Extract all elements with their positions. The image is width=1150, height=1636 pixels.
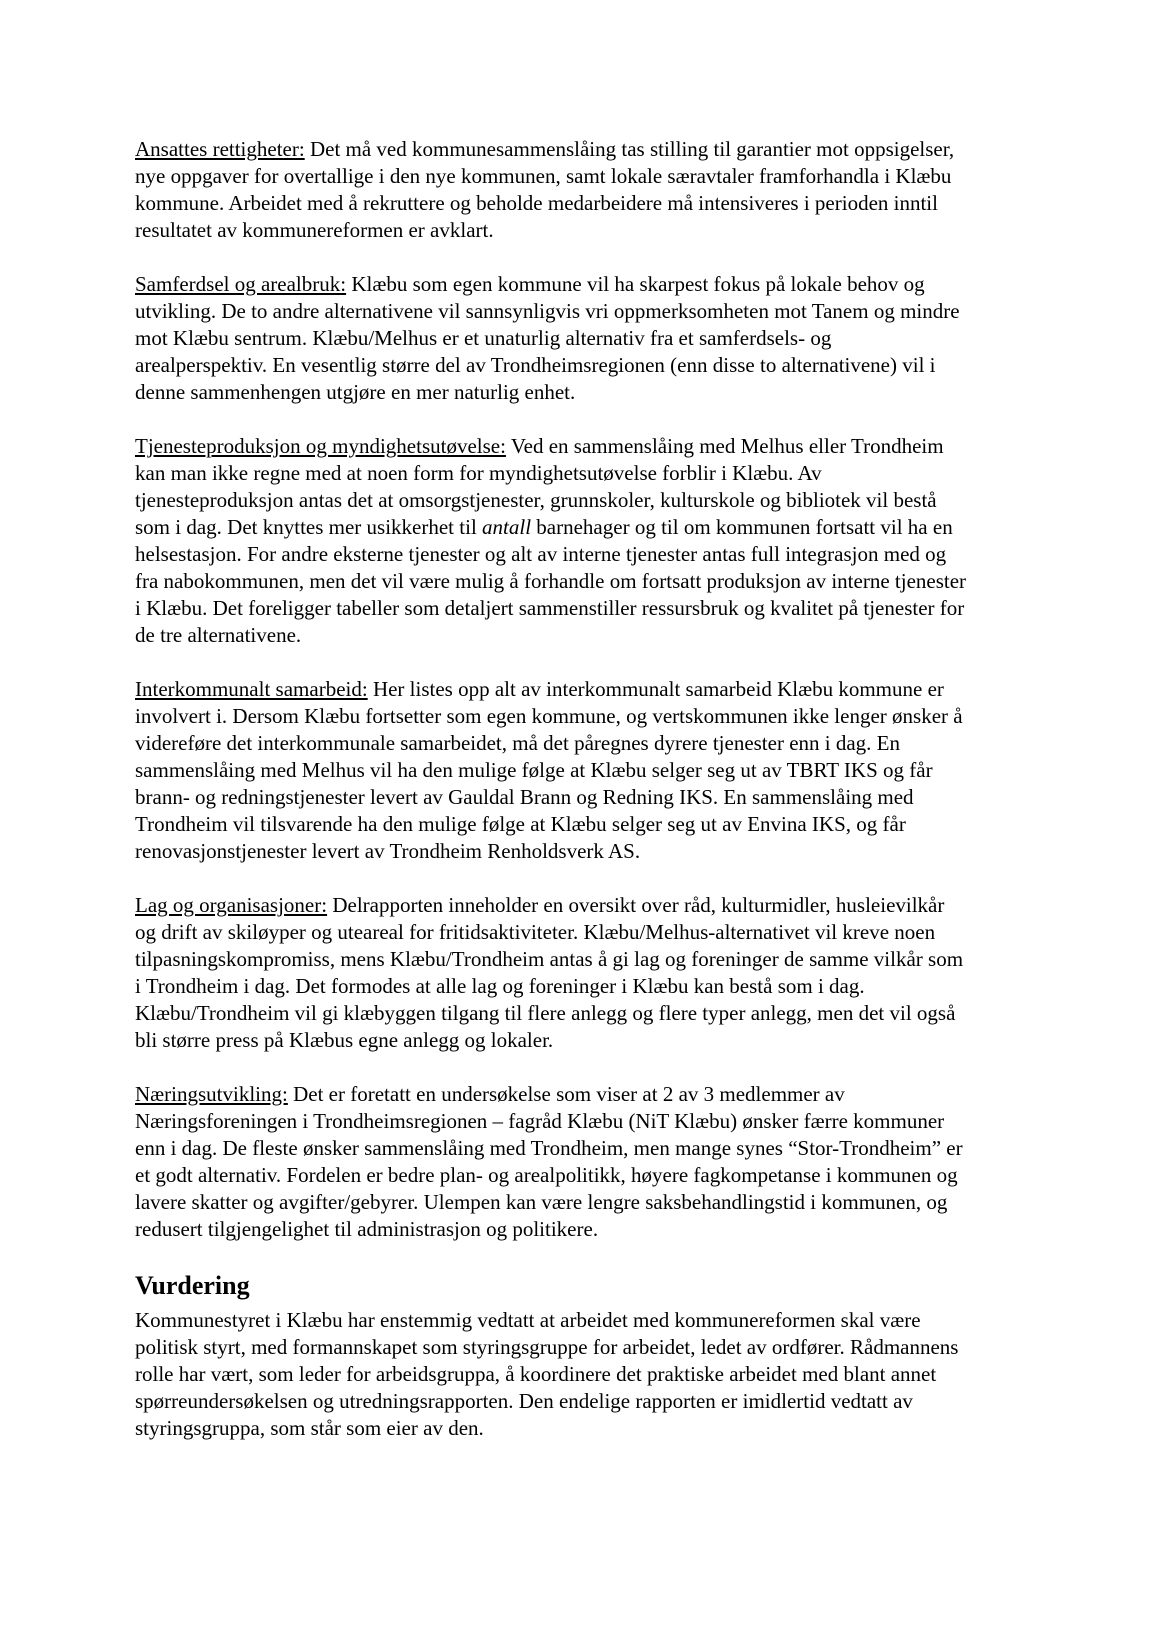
section-body-samferdsel-arealbruk: Klæbu som egen kommune vil ha skarpest fokus på lokale behov og utvikling. De to andre alternativene vil sannsynligvis vri oppmerksomheten mot Tanem og mindre mot Klæbu sentrum. Klæbu/Melhus er et unaturlig alternativ fra et samferdsels- og arealperspektiv. En vesentlig større del av Trondheimsregionen (enn disse to alternativene) vil i denne sammenhengen utgjøre en mer naturlig enhet. [135,272,960,404]
italic-word-antall: antall [482,515,532,539]
section-lead-naeringsutvikling: Næringsutvikling: [135,1082,288,1106]
section-lead-interkommunalt-samarbeid: Interkommunalt samarbeid: [135,677,368,701]
section-lead-samferdsel-arealbruk: Samferdsel og arealbruk: [135,272,347,296]
section-body-ansattes-rettigheter: Det må ved kommunesammenslåing tas stilling til garantier mot oppsigelser, nye oppgaver for overtallige i den nye kommunen, samt lokale særavtaler framforhandla i Klæbu kommune. Arbeidet med å rekruttere og beholde medarbeidere må intensiveres i perioden inntil resultatet av kommunereformen er avklart. [135,137,955,242]
section-body-lag-organisasjoner: Delrapporten inneholder en oversikt over råd, kulturmidler, husleievilkår og drift av skiløyper og uteareal for fritidsaktiviteter. Klæbu/Melhus-alternativet vil kreve noen tilpasningskompromiss, mens Klæbu/Trondheim antas å gi lag og foreninger de samme vilkår som i Trondheim i dag. Det formodes at alle lag og foreninger i Klæbu kan bestå som i dag. Klæbu/Trondheim vil gi klæbyggen tilgang til flere anlegg og flere typer anlegg, men det vil også bli større press på Klæbus egne anlegg og lokaler. [135,893,964,1052]
section-lead-ansattes-rettigheter: Ansattes rettigheter: [135,137,305,161]
paragraph-lag-organisasjoner [135,892,967,1054]
section-body-tjenesteproduksjon-after: barnehager og til om kommunen fortsatt vil ha en helsestasjon. For andre eksterne tjenester og alt av interne tjenester antas full integrasjon med og fra nabokommunen, men det vil være mulig å forhandle om fortsatt produksjon av interne tjenester i Klæbu. Det foreligger tabeller som detaljert sammenstiller ressursbruk og kvalitet på tjenester for de tre alternativene. [135,515,967,647]
section-body-interkommunalt-samarbeid: Her listes opp alt av interkommunalt samarbeid Klæbu kommune er involvert i. Dersom Klæbu fortsetter som egen kommune, og vertskommunen ikke lenger ønsker å videreføre det interkommunale samarbeidet, må det påregnes dyrere tjenester enn i dag. En sammenslåing med Melhus vil ha den mulige følge at Klæbu selger seg ut av TBRT IKS og får brann- og redningstjenester levert av Gauldal Brann og Redning IKS. En sammenslåing med Trondheim vil tilsvarende ha den mulige følge at Klæbu selger seg ut av Envina IKS, og får renovasjonstjenester levert av Trondheim Renholdsverk AS. [135,677,963,863]
heading-vurdering: Vurdering [135,1271,250,1300]
section-lead-tjenesteproduksjon: Tjenesteproduksjon og myndighetsutøvelse: [135,434,506,458]
section-body-tjenesteproduksjon: Ved en sammenslåing med Melhus eller Trondheim kan man ikke regne med at noen form for myndighetsutøvelse forblir i Klæbu. Av tjenesteproduksjon antas det at omsorgstjenester, grunnskoler, kulturskole og bibliotek vil bestå som i dag. Det knyttes mer usikkerhet til [135,434,944,539]
section-lead-lag-organisasjoner: Lag og organisasjoner: [135,893,328,917]
section-body-naeringsutvikling: Det er foretatt en undersøkelse som viser at 2 av 3 medlemmer av Næringsforeningen i Trondheimsregionen – fagråd Klæbu (NiT Klæbu) ønsker færre kommuner enn i dag. De fleste ønsker sammenslåing med Trondheim, men mange synes “Stor-Trondheim” er et godt alternativ. Fordelen er bedre plan- og arealpolitikk, høyere fagkompetanse i kommunen og lavere skatter og avgifter/gebyrer. Ulempen kan være lengre saksbehandlingstid i kommunen, og redusert tilgjengelighet til administrasjon og politikere. [135,1082,963,1241]
paragraph-tjenesteproduksjon [135,433,967,649]
paragraph-vurdering-body: Kommunestyret i Klæbu har enstemmig vedtatt at arbeidet med kommunereformen skal være politisk styrt, med formannskapet som styringsgruppe for arbeidet, ledet av ordfører. Rådmannens rolle har vært, som leder for arbeidsgruppa, å koordinere det praktiske arbeidet med blant annet spørreundersøkelsen og utredningsrapporten. Den endelige rapporten er imidlertid vedtatt av styringsgruppa, som står som eier av den. [135,1308,959,1440]
paragraph-naeringsutvikling [135,1081,967,1243]
document-content [135,136,967,1442]
paragraph-ansattes-rettigheter [135,136,967,244]
paragraph-interkommunalt-samarbeid [135,676,967,865]
paragraph-samferdsel-arealbruk [135,271,967,406]
